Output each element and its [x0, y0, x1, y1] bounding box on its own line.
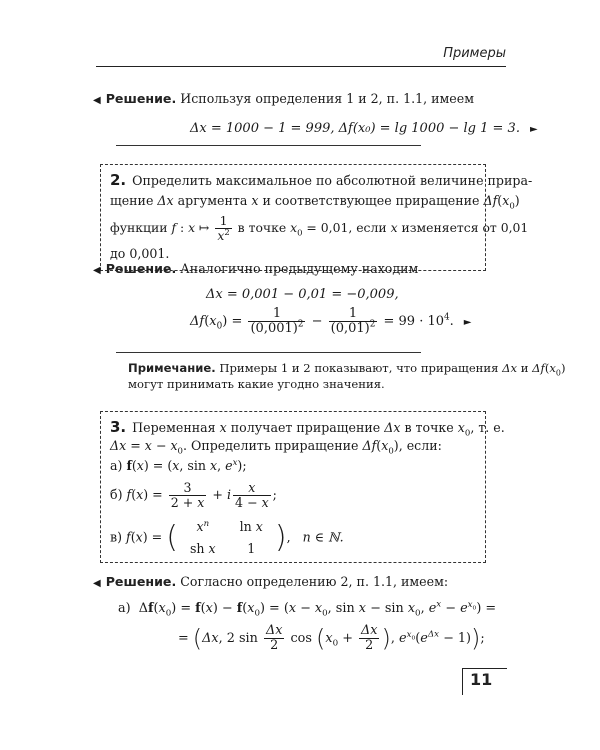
solution-end-marker: ►	[463, 317, 472, 328]
page-number: 11	[470, 670, 493, 689]
fraction: $\frac{1}{(0,01)^2}$	[330, 306, 376, 336]
text-fragment: Переменная	[132, 420, 216, 435]
problem-3	[110, 418, 505, 560]
problem-3-line-1: 3. Переменная x получает приращение Δx в точке $x_0$, т. е.	[110, 418, 505, 439]
note: Примечание. Примеры 1 и 2 показывают, что приращения Δx и $\Delta f(x_0)$ могут принимать какие угодно значения.	[128, 361, 566, 391]
problem-2-line-2: щение Δx аргумента x и соответствующее приращение $\Delta f(x_0)$	[110, 193, 520, 212]
solution-start-marker: ◀	[93, 95, 101, 106]
item-label: а)	[118, 601, 131, 616]
separator-rule	[116, 145, 421, 146]
fraction: $\frac{x}{4 - x}$	[234, 480, 269, 510]
solution-start-marker: ◀	[93, 265, 101, 276]
fraction: $\frac{1}{(0,001)^2}$	[250, 306, 304, 336]
problem-2-line-1	[110, 171, 533, 190]
formula-line: Δx = 1000 − 1 = 999, Δf(x₀) = lg 1000 − lg 1 = 3.	[190, 121, 520, 136]
solution-3-formula-a-2: = (Δx, 2 sin $\frac{\Delta x}{2}$ $\cos (x_0$ + $\frac{\Delta x}{2}$ ), $e^{x_0}(e^{\Delta x} - 1)$);	[178, 623, 485, 653]
formula-result: = 99 · 10	[383, 314, 445, 329]
text-fragment: , если	[348, 220, 387, 235]
text-fragment: , если:	[398, 438, 442, 453]
fraction: $\frac{\Delta x}{2}$	[265, 623, 283, 653]
problem-2-line-3: функции f : x ↦ $\frac{1}{x^2}$ в точке $x_0 = 0,01$, если x изменяется от 0,01	[110, 213, 529, 243]
text-fragment: и соответствующее приращение	[262, 193, 480, 208]
problem-3-item-c: в) f(x) = ( $x^n$ ln x sh x 1 ), n ∈ ℕ.	[110, 516, 482, 560]
solution-text: Используя определения 1 и 2, п. 1.1, имеем	[180, 91, 475, 106]
item-label: а)	[110, 458, 123, 473]
solution-3	[93, 573, 513, 593]
text-fragment: до 0,001.	[110, 246, 170, 261]
solution-start-marker: ◀	[93, 578, 101, 589]
note-text: и	[520, 361, 529, 375]
problem-3-item-a: а) f(x) = (x, sin x, $e^x$);	[110, 457, 247, 473]
solution-2-formula-2: $\Delta f(x_0)$ = $\frac{1}{(0,001)^2}$ − $\frac{1}{(0,01)^2}$ = $99 \cdot 10^4$. ►	[190, 306, 472, 336]
text-fragment: функции	[110, 220, 168, 235]
running-header: Примеры	[443, 46, 506, 61]
problem-number: 2.	[110, 171, 127, 189]
note-label: Примечание.	[128, 361, 216, 375]
solution-2-formula-1	[206, 286, 399, 304]
solution-label: Решение.	[105, 91, 177, 106]
fraction: $\frac{1}{x^2}$	[217, 213, 230, 243]
solution-end-marker: ►	[529, 124, 538, 135]
solution-label: Решение.	[105, 261, 177, 276]
text-fragment: щение	[110, 193, 154, 208]
text-fragment: в точке	[404, 420, 454, 435]
item-label: б)	[110, 487, 123, 502]
solution-1-formula	[190, 120, 538, 139]
separator-rule	[116, 352, 421, 353]
set-condition: n ∈ ℕ.	[302, 529, 344, 545]
text-fragment: в точке	[237, 220, 287, 235]
problem-number: 3.	[110, 418, 127, 436]
text-fragment: аргумента	[177, 193, 248, 208]
note-text: могут принимать какие угодно значения.	[128, 377, 385, 391]
solution-1	[93, 90, 513, 110]
fraction: $\frac{3}{2 + x}$	[170, 480, 205, 510]
formula-line: Δx = 0,001 − 0,01 = −0,009,	[206, 287, 399, 302]
problem-text: Определить максимальное по абсолютной величине прира-	[132, 173, 533, 188]
solution-2	[93, 260, 513, 280]
text-fragment: , т. е.	[470, 420, 505, 435]
solution-3-formula-a-1: а) $\Delta f(x_0) = f(x) - f(x_0) = (x - x_0$, $\sin x - \sin x_0$, $e^x - e^{x_0}$) =	[118, 599, 497, 619]
header-rule	[96, 66, 506, 67]
solution-text: Аналогично предыдущему находим	[180, 261, 419, 276]
exponent: 4	[444, 312, 450, 323]
solution-text: Согласно определению 2, п. 1.1, имеем:	[180, 574, 449, 589]
matrix: $x^n$ ln x sh x 1	[189, 518, 263, 556]
problem-3-line-2: $\Delta x = x - x_0$. Определить приращение $\Delta f(x_0)$, если:	[110, 438, 442, 457]
text-fragment: Определить приращение	[191, 438, 359, 453]
solution-label: Решение.	[105, 574, 177, 589]
problem-2	[110, 171, 533, 263]
text-fragment: изменяется от 0,01	[401, 220, 529, 235]
fraction: $\frac{\Delta x}{2}$	[361, 623, 378, 653]
note-text: Примеры 1 и 2 показывают, что приращения	[219, 361, 499, 375]
item-label: в)	[110, 529, 123, 545]
text-fragment: получает приращение	[230, 420, 381, 435]
problem-3-item-b: б) f(x) = $\frac{3}{2 + x}$ + i $\frac{x}{4 - x}$ ;	[110, 480, 277, 510]
